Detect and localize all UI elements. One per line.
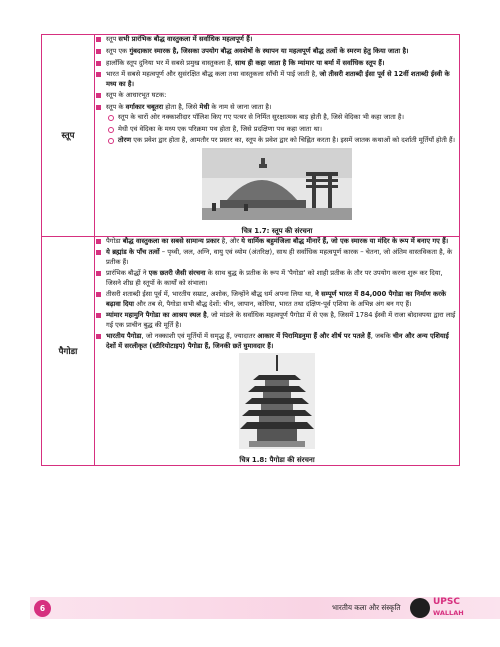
stupa-points bbox=[95, 35, 459, 145]
content-cell-pagoda bbox=[95, 236, 460, 466]
sub-list-item: मेधी एवं वेदिका के मध्य एक परिक्रमा पथ होता है, जिसे प्रदक्षिणा पथ कहा जाता था। bbox=[106, 125, 459, 134]
page-number: 6 bbox=[34, 600, 51, 617]
figure-caption: चित्र 1.8: पैगोडा की संरचना bbox=[239, 456, 315, 465]
content-table bbox=[41, 34, 460, 466]
table-row-pagoda bbox=[42, 236, 460, 466]
sub-list-item: तोरण एक प्रवेश द्वार होता है, आमतौर पर प्रस्तर का, स्तूप के प्रवेश द्वार को चिह्नित करता है। इसमें जातक कथाओं को दर्शाती मूर्तियाँ होती हैं। bbox=[106, 136, 459, 145]
topic-cell-pagoda: पैगोडा bbox=[42, 236, 95, 466]
list-item: प्रारंभिक बौद्धों ने एक छतरी जैसी संरचना के साथ बुद्ध के प्रतीक के रूप में 'पैगोडा' को शाही प्रतीक के तौर पर उपयोग करना शुरू कर दिया, जिसने शीघ्र ही स्तूपों के कार्यों को संभाला। bbox=[95, 269, 459, 287]
topic-cell-stupa: स्तूप bbox=[42, 35, 95, 237]
list-item: तीसरी शताब्दी ईसा पूर्व में, भारतीय सम्राट, अशोक, जिन्होंने बौद्ध धर्म अपना लिया था, ने सम्पूर्ण भारत में 84,000 पैगोडा का निर्माण करके बढ़ावा दिया और तब से, पैगोडा सभी बौद्ध देशों: चीन, जापान, कोरिया, भारत तथा दक्षिण-पूर्व एशिया के अभिन्न अंग बन गए हैं। bbox=[95, 290, 459, 308]
sub-list-item: स्तूप के चारों ओर नक्काशीदार पॉलिश किए गए पत्थर से निर्मित सुरक्षात्मक बाड़ होती है, जिसे वेदिका भी कहा जाता है। bbox=[106, 113, 459, 122]
logo-subtext: WALLAH bbox=[433, 609, 464, 617]
list-item: भारत में सबसे महत्वपूर्ण और सुसंरक्षित बौद्ध कला तथा वास्तुकला साँची में पाई जाती है, जो तीसरी शताब्दी ईसा पूर्व से 12वीं शताब्दी ईस्वी के मध्य का है। bbox=[95, 70, 459, 88]
figure-caption: चित्र 1.7: स्तूप की संरचना bbox=[241, 226, 313, 235]
list-item: स्तूप सभी प्रारंभिक बौद्ध वास्तुकला में सर्वाधिक महत्वपूर्ण हैं। bbox=[95, 35, 459, 44]
list-item: भारतीय पैगोडा, जो नक्काशी एवं मूर्तियों में समृद्ध हैं, ज्यादातर आकार में पिरामिडनुमा हैं और शीर्ष पर पतले हैं, जबकि चीन और अन्य एशियाई देशों में सरलीकृत (स्टीरियोटाइप) पैगोडा हैं, जिनकी छतें घुमावदार हैं। bbox=[95, 332, 459, 350]
list-item: स्तूप के आधारभूत घटक: bbox=[95, 91, 459, 100]
logo-icon bbox=[410, 598, 430, 618]
stupa-figure bbox=[95, 148, 459, 236]
list-item: स्तूप एक गुंबदाकार स्मारक है, जिसका उपयोग बौद्ध अवशेषों के स्थापन या महत्वपूर्ण बौद्ध तत्वों के स्मरण हेतु किया जाता है। bbox=[95, 47, 459, 56]
pagoda-image bbox=[239, 353, 315, 449]
pagoda-points bbox=[95, 237, 459, 351]
list-item: स्तूप के वर्गाकार चबूतरा होता है, जिसे मेधी के नाम से जाना जाता है। स्तूप के चारों ओर नक्काशीदार पॉलिश किए गए पत्थर से निर्मित सुरक्षात्मक बाड़ होती है, जिसे वेदिका भी कहा जाता है। मेधी एवं वेदिका के मध्य एक परिक्रमा पथ होता है, जिसे प्रदक्षिणा पथ कहा जाता था। तोरण एक प्रवेश द्वार होता है, आमतौर पर प्रस्तर का, स्तूप के प्रवेश द्वार को चिह्नित करता है। इसमें जातक कथाओं को दर्शाती मूर्तियाँ होती हैं। bbox=[95, 103, 459, 145]
book-title: भारतीय कला और संस्कृति bbox=[332, 603, 401, 612]
content-cell-stupa bbox=[95, 35, 460, 237]
table-row-stupa bbox=[42, 35, 460, 237]
stupa-image bbox=[202, 148, 352, 220]
list-item: हालाँकि स्तूप दुनिया भर में सबसे प्रमुख वास्तुकला हैं, साथ ही कहा जाता है कि म्यांमार या बर्मा में सर्वाधिक स्तूप हैं। bbox=[95, 59, 459, 68]
stupa-sub-points bbox=[106, 113, 459, 145]
list-item: म्यांमार महामुनि पैगोडा का आश्रय स्थल है, जो मांडले के सर्वाधिक महत्वपूर्ण पैगोडा में से एक है, जिसमें 1784 ईस्वी में राजा बोदावपया द्वारा लाई गई एक प्राचीन बुद्ध की मूर्ति है। bbox=[95, 311, 459, 329]
pagoda-figure bbox=[95, 353, 459, 465]
list-item: ये ब्रह्मांड के पाँच तत्वों – पृथ्वी, जल, अग्नि, वायु एवं व्योम (अंतरिक्ष), साथ ही सर्वाधिक महत्वपूर्ण कारक – चेतना, जो अंतिम वास्तविकता है, के प्रतीक हैं। bbox=[95, 248, 459, 266]
list-item: पैगोडा बौद्ध वास्तुकला का सबसे सामान्य प्रकार है, और ये धार्मिक बहुमंजिला बौद्ध मीनारें हैं, जो एक स्मारक या मंदिर के रूप में बनाए गए हैं। bbox=[95, 237, 459, 246]
logo-text: UPSC bbox=[433, 597, 460, 607]
